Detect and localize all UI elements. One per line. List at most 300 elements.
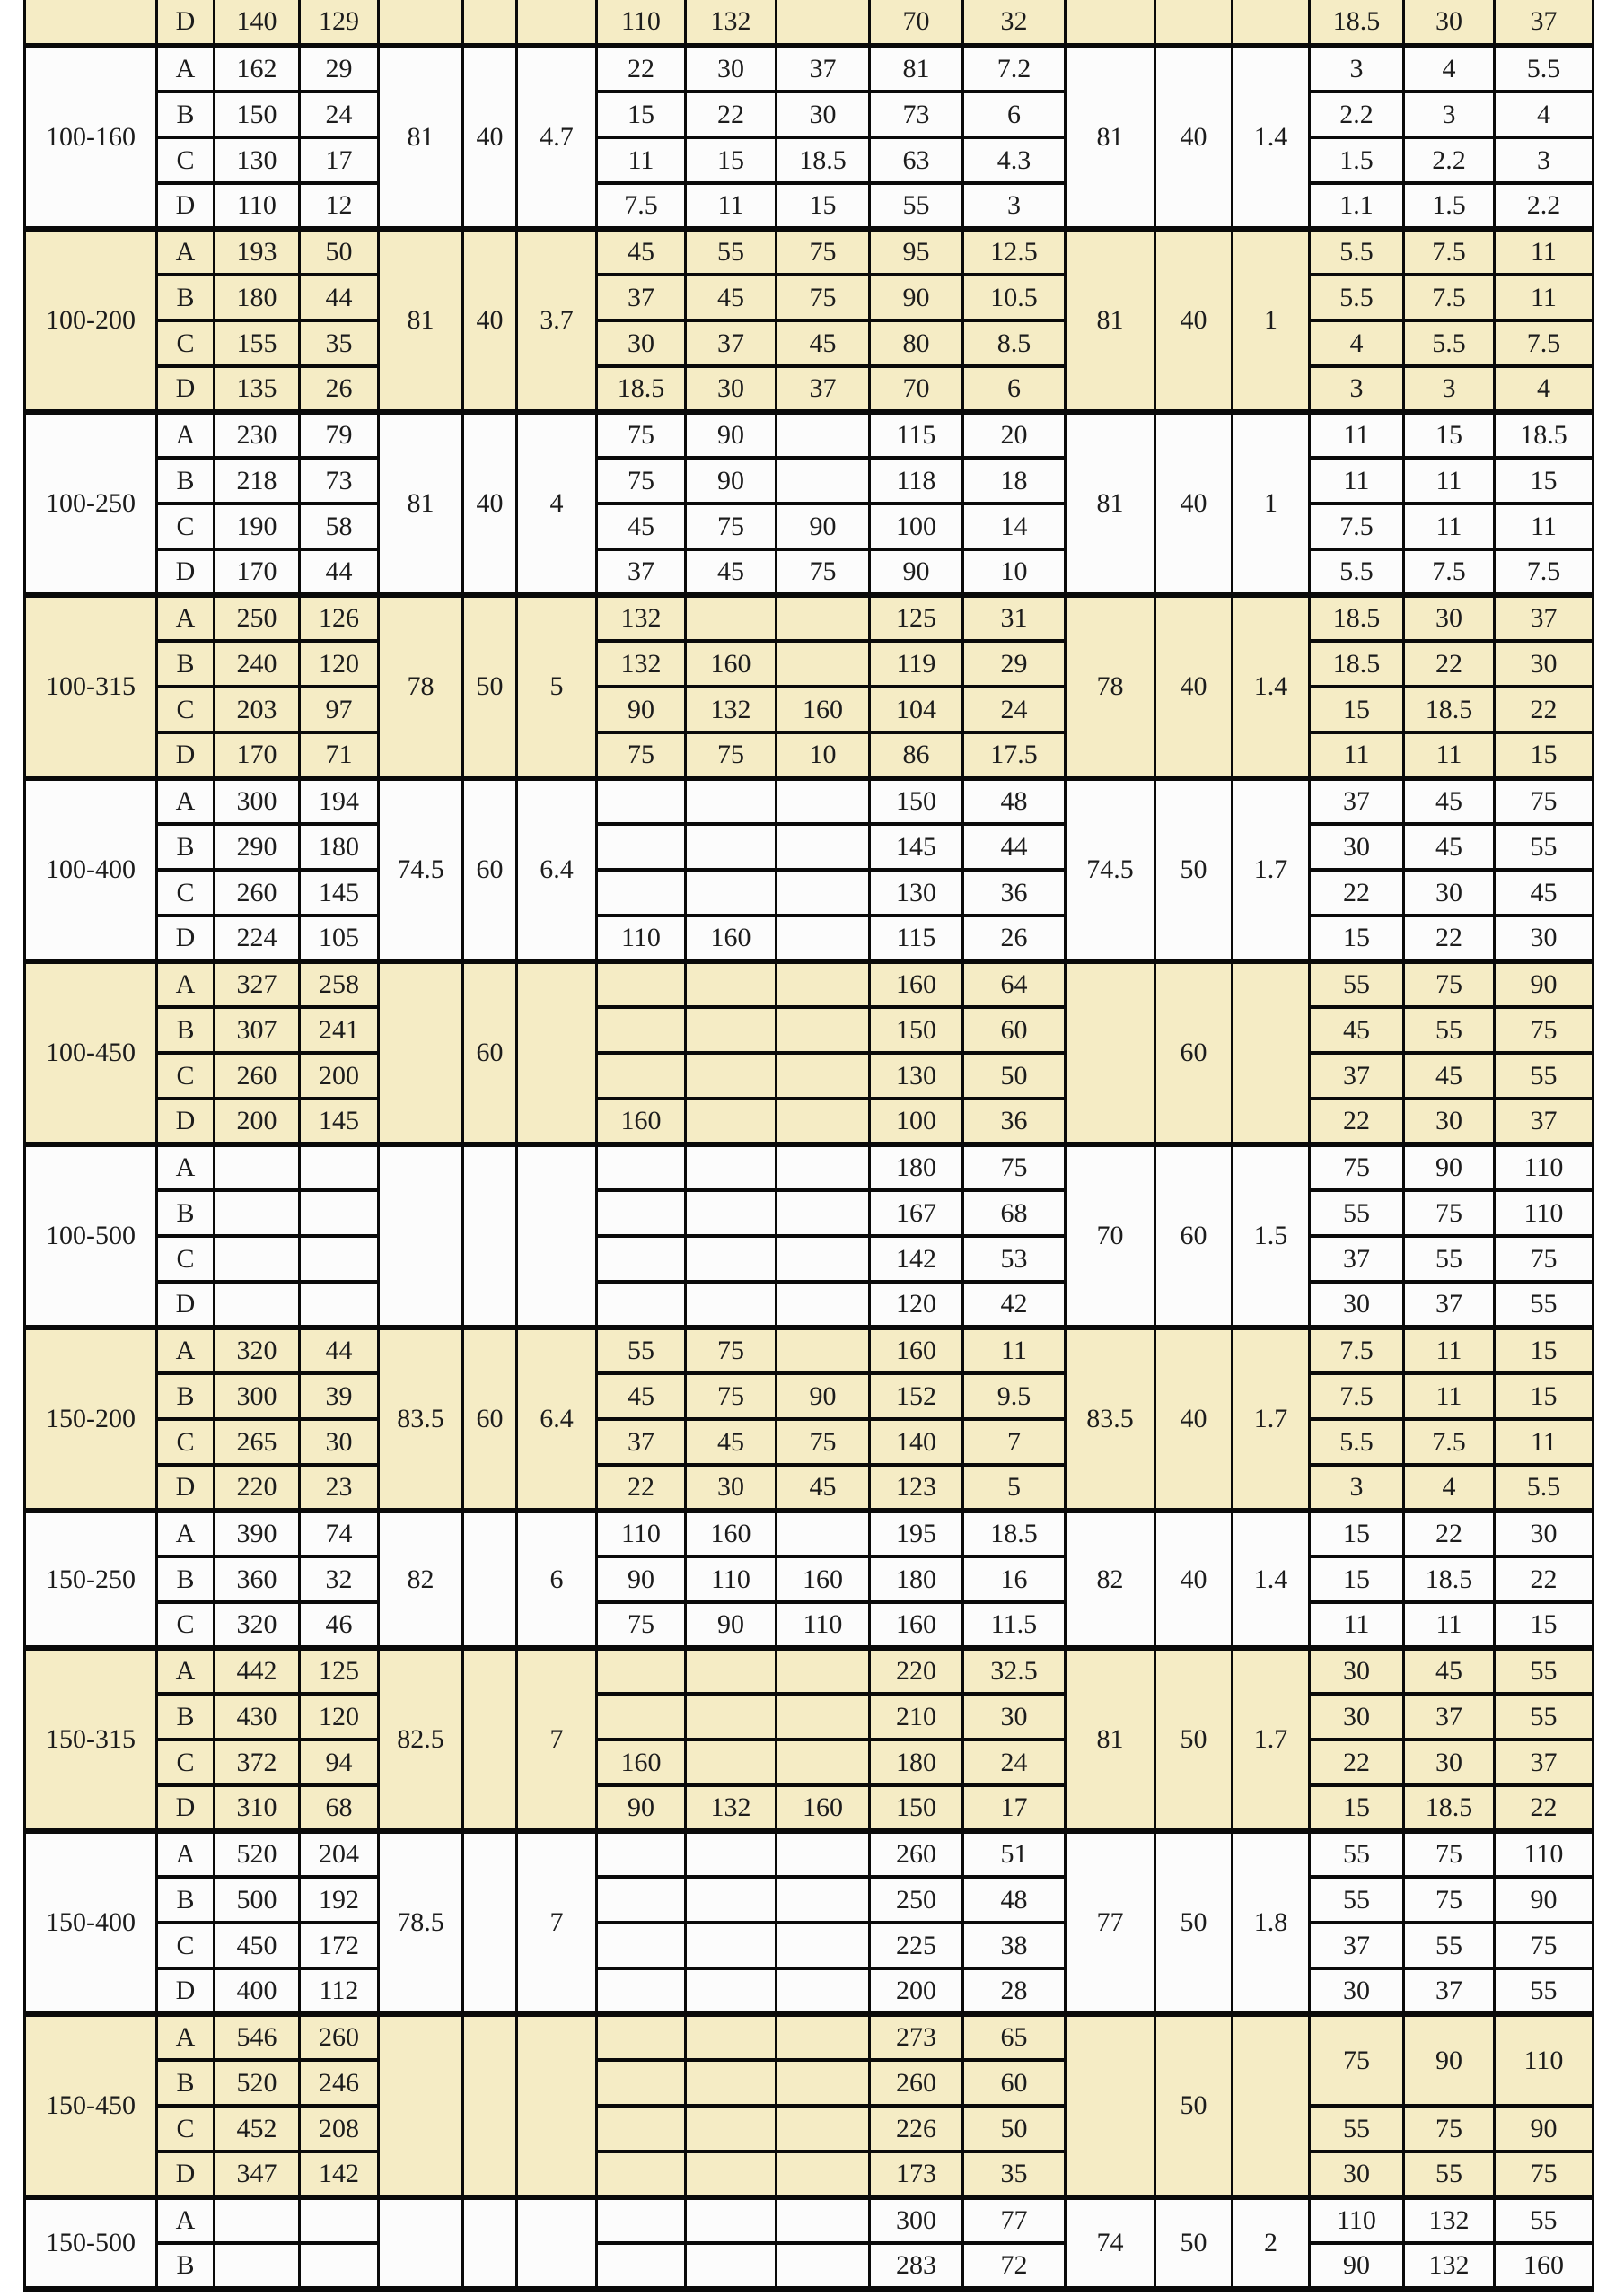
value-cell-c8: 22 xyxy=(597,46,686,92)
value-cell-c11: 145 xyxy=(870,824,963,870)
value-cell-c17: 1.5 xyxy=(1404,183,1495,229)
merged-cell-group1: 4 xyxy=(517,412,597,595)
merged-cell-group1 xyxy=(379,0,463,46)
value-cell-c11: 104 xyxy=(870,687,963,732)
variant-cell: A xyxy=(157,1511,215,1556)
value-cell-c17: 15 xyxy=(1404,412,1495,458)
value-cell-c3: 360 xyxy=(215,1556,300,1602)
table-row xyxy=(25,183,1593,229)
value-cell-c12: 24 xyxy=(963,1740,1066,1785)
value-cell-c3: 230 xyxy=(215,412,300,458)
value-cell-c9 xyxy=(686,1923,777,1968)
value-cell-c10: 45 xyxy=(777,1465,870,1511)
value-cell-c12: 35 xyxy=(963,2151,1066,2197)
value-cell-c10 xyxy=(777,1648,870,1694)
value-cell-c10: 10 xyxy=(777,732,870,778)
value-cell-c18: 110 xyxy=(1495,1190,1593,1236)
merged-cell-group1: 82.5 xyxy=(379,1648,463,1831)
value-cell-c17: 18.5 xyxy=(1404,687,1495,732)
table-row xyxy=(25,92,1593,137)
variant-cell: A xyxy=(157,2197,215,2243)
value-cell-c10: 30 xyxy=(777,92,870,137)
value-cell-c18: 37 xyxy=(1495,1099,1593,1144)
value-cell-c11: 81 xyxy=(870,46,963,92)
value-cell-c16: 55 xyxy=(1310,1877,1404,1923)
merged-cell-group1: 83.5 xyxy=(379,1328,463,1511)
value-cell-c17: 75 xyxy=(1404,1190,1495,1236)
value-cell-c10 xyxy=(777,2060,870,2106)
value-cell-c16: 11 xyxy=(1310,458,1404,504)
value-cell-c17: 18.5 xyxy=(1404,1556,1495,1602)
value-cell-c12: 65 xyxy=(963,2014,1066,2060)
value-cell-c3: 390 xyxy=(215,1511,300,1556)
value-cell-c4: 105 xyxy=(300,916,379,961)
merged-tail-cell: 75 xyxy=(1310,2014,1404,2106)
value-cell-c16: 5.5 xyxy=(1310,549,1404,595)
value-cell-c18: 18.5 xyxy=(1495,412,1593,458)
value-cell-c11: 225 xyxy=(870,1923,963,1968)
merged-cell-group2 xyxy=(1233,2014,1310,2197)
variant-cell: C xyxy=(157,1602,215,1648)
value-cell-c16: 15 xyxy=(1310,916,1404,961)
table-row xyxy=(25,275,1593,320)
value-cell-c9: 110 xyxy=(686,1556,777,1602)
value-cell-c18: 11 xyxy=(1495,1419,1593,1465)
value-cell-c10: 75 xyxy=(777,229,870,275)
value-cell-c17: 22 xyxy=(1404,916,1495,961)
value-cell-c8: 37 xyxy=(597,275,686,320)
value-cell-c4: 32 xyxy=(300,1556,379,1602)
value-cell-c8 xyxy=(597,870,686,916)
value-cell-c16: 30 xyxy=(1310,1968,1404,2014)
variant-cell: B xyxy=(157,1694,215,1740)
value-cell-c12: 20 xyxy=(963,412,1066,458)
value-cell-c12: 77 xyxy=(963,2197,1066,2243)
variant-cell: A xyxy=(157,412,215,458)
merged-cell-group1: 82 xyxy=(379,1511,463,1648)
variant-cell: A xyxy=(157,2014,215,2060)
merged-cell-group2: 1.8 xyxy=(1233,1831,1310,2014)
merged-cell-group1: 60 xyxy=(463,1328,517,1511)
merged-cell-group2 xyxy=(1066,961,1155,1144)
value-cell-c16: 55 xyxy=(1310,961,1404,1007)
value-cell-c16: 15 xyxy=(1310,687,1404,732)
value-cell-c17: 55 xyxy=(1404,1923,1495,1968)
value-cell-c8 xyxy=(597,2106,686,2151)
value-cell-c3 xyxy=(215,1144,300,1190)
value-cell-c18: 5.5 xyxy=(1495,1465,1593,1511)
value-cell-c11: 142 xyxy=(870,1236,963,1282)
variant-cell: A xyxy=(157,595,215,641)
variant-cell: A xyxy=(157,1648,215,1694)
value-cell-c12: 3 xyxy=(963,183,1066,229)
value-cell-c11: 120 xyxy=(870,1282,963,1328)
merged-cell-group1: 6.4 xyxy=(517,1328,597,1511)
value-cell-c3: 320 xyxy=(215,1602,300,1648)
model-cell: 150-315 xyxy=(25,1648,157,1831)
value-cell-c12: 10.5 xyxy=(963,275,1066,320)
value-cell-c4: 12 xyxy=(300,183,379,229)
value-cell-c3: 260 xyxy=(215,1053,300,1099)
value-cell-c11: 123 xyxy=(870,1465,963,1511)
merged-cell-group1: 6 xyxy=(517,1511,597,1648)
table-row xyxy=(25,504,1593,549)
value-cell-c16: 11 xyxy=(1310,412,1404,458)
value-cell-c16: 55 xyxy=(1310,2106,1404,2151)
value-cell-c9 xyxy=(686,1740,777,1785)
value-cell-c16: 3 xyxy=(1310,366,1404,412)
value-cell-c4: 30 xyxy=(300,1419,379,1465)
table-row xyxy=(25,1236,1593,1282)
value-cell-c16: 7.5 xyxy=(1310,1373,1404,1419)
value-cell-c12: 17.5 xyxy=(963,732,1066,778)
value-cell-c11: 300 xyxy=(870,2197,963,2243)
value-cell-c11: 180 xyxy=(870,1556,963,1602)
value-cell-c10: 110 xyxy=(777,1602,870,1648)
value-cell-c8: 75 xyxy=(597,1602,686,1648)
table-row xyxy=(25,2106,1593,2151)
value-cell-c12: 50 xyxy=(963,1053,1066,1099)
value-cell-c4: 145 xyxy=(300,1099,379,1144)
value-cell-c4 xyxy=(300,2243,379,2289)
value-cell-c11: 63 xyxy=(870,137,963,183)
value-cell-c11: 100 xyxy=(870,1099,963,1144)
variant-cell: B xyxy=(157,2060,215,2106)
value-cell-c9: 90 xyxy=(686,458,777,504)
value-cell-c8: 90 xyxy=(597,1785,686,1831)
model-cell: 100-160 xyxy=(25,46,157,229)
value-cell-c17: 37 xyxy=(1404,1694,1495,1740)
table-row xyxy=(25,2197,1593,2243)
value-cell-c17: 3 xyxy=(1404,92,1495,137)
table-row xyxy=(25,1785,1593,1831)
value-cell-c10 xyxy=(777,1923,870,1968)
value-cell-c9 xyxy=(686,1099,777,1144)
value-cell-c12: 11.5 xyxy=(963,1602,1066,1648)
value-cell-c4: 180 xyxy=(300,824,379,870)
value-cell-c18: 75 xyxy=(1495,778,1593,824)
value-cell-c8 xyxy=(597,2014,686,2060)
value-cell-c12: 30 xyxy=(963,1694,1066,1740)
value-cell-c18: 160 xyxy=(1495,2243,1593,2289)
variant-cell: B xyxy=(157,641,215,687)
value-cell-c16: 5.5 xyxy=(1310,1419,1404,1465)
merged-cell-group2: 81 xyxy=(1066,1648,1155,1831)
merged-cell-group2: 83.5 xyxy=(1066,1328,1155,1511)
merged-cell-group2 xyxy=(1155,0,1233,46)
value-cell-c11: 130 xyxy=(870,870,963,916)
value-cell-c16: 2.2 xyxy=(1310,92,1404,137)
merged-cell-group2 xyxy=(1233,0,1310,46)
table-row xyxy=(25,1373,1593,1419)
value-cell-c9: 132 xyxy=(686,1785,777,1831)
value-cell-c9: 160 xyxy=(686,1511,777,1556)
table-row xyxy=(25,870,1593,916)
value-cell-c4: 260 xyxy=(300,2014,379,2060)
value-cell-c8 xyxy=(597,1648,686,1694)
value-cell-c17: 4 xyxy=(1404,1465,1495,1511)
table-row xyxy=(25,1877,1593,1923)
value-cell-c12: 36 xyxy=(963,1099,1066,1144)
value-cell-c17: 7.5 xyxy=(1404,229,1495,275)
value-cell-c4: 145 xyxy=(300,870,379,916)
value-cell-c18: 75 xyxy=(1495,1236,1593,1282)
value-cell-c8: 75 xyxy=(597,412,686,458)
merged-cell-group2: 81 xyxy=(1066,46,1155,229)
table-row xyxy=(25,961,1593,1007)
merged-cell-group1: 5 xyxy=(517,595,597,778)
value-cell-c9: 160 xyxy=(686,916,777,961)
value-cell-c8: 30 xyxy=(597,320,686,366)
table-row xyxy=(25,1831,1593,1877)
value-cell-c18: 110 xyxy=(1495,1144,1593,1190)
value-cell-c4: 44 xyxy=(300,1328,379,1373)
merged-cell-group2: 1.4 xyxy=(1233,595,1310,778)
value-cell-c8 xyxy=(597,1053,686,1099)
merged-cell-group1 xyxy=(463,1831,517,2014)
value-cell-c17: 4 xyxy=(1404,46,1495,92)
value-cell-c3: 135 xyxy=(215,366,300,412)
value-cell-c11: 180 xyxy=(870,1144,963,1190)
table-row xyxy=(25,1511,1593,1556)
value-cell-c9: 22 xyxy=(686,92,777,137)
value-cell-c10 xyxy=(777,1740,870,1785)
value-cell-c8 xyxy=(597,2243,686,2289)
value-cell-c17: 7.5 xyxy=(1404,1419,1495,1465)
value-cell-c12: 75 xyxy=(963,1144,1066,1190)
merged-cell-group1: 40 xyxy=(463,229,517,412)
merged-cell-group1 xyxy=(517,961,597,1144)
variant-cell: D xyxy=(157,1968,215,2014)
value-cell-c9: 132 xyxy=(686,687,777,732)
value-cell-c11: 118 xyxy=(870,458,963,504)
value-cell-c18: 30 xyxy=(1495,916,1593,961)
merged-cell-group1: 78.5 xyxy=(379,1831,463,2014)
value-cell-c11: 260 xyxy=(870,2060,963,2106)
table-row xyxy=(25,229,1593,275)
merged-cell-group2: 82 xyxy=(1066,1511,1155,1648)
value-cell-c4: 204 xyxy=(300,1831,379,1877)
table-row xyxy=(25,137,1593,183)
value-cell-c17: 132 xyxy=(1404,2243,1495,2289)
merged-tail-cell: 110 xyxy=(1495,2014,1593,2106)
value-cell-c17: 3 xyxy=(1404,366,1495,412)
value-cell-c8: 90 xyxy=(597,1556,686,1602)
value-cell-c12: 32.5 xyxy=(963,1648,1066,1694)
value-cell-c9: 160 xyxy=(686,641,777,687)
value-cell-c4: 142 xyxy=(300,2151,379,2197)
merged-cell-group2: 78 xyxy=(1066,595,1155,778)
value-cell-c12: 31 xyxy=(963,595,1066,641)
value-cell-c9 xyxy=(686,1877,777,1923)
value-cell-c3: 320 xyxy=(215,1328,300,1373)
value-cell-c18: 55 xyxy=(1495,2197,1593,2243)
table-row xyxy=(25,549,1593,595)
variant-cell: B xyxy=(157,458,215,504)
value-cell-c9 xyxy=(686,824,777,870)
merged-cell-group1: 7 xyxy=(517,1831,597,2014)
value-cell-c4: 246 xyxy=(300,2060,379,2106)
value-cell-c10 xyxy=(777,2106,870,2151)
value-cell-c4: 125 xyxy=(300,1648,379,1694)
merged-cell-group1 xyxy=(517,2014,597,2197)
value-cell-c8: 11 xyxy=(597,137,686,183)
value-cell-c10 xyxy=(777,595,870,641)
value-cell-c9: 75 xyxy=(686,1373,777,1419)
value-cell-c4: 79 xyxy=(300,412,379,458)
value-cell-c4: 97 xyxy=(300,687,379,732)
value-cell-c10 xyxy=(777,0,870,46)
value-cell-c18: 15 xyxy=(1495,458,1593,504)
value-cell-c8: 45 xyxy=(597,504,686,549)
value-cell-c17: 75 xyxy=(1404,2106,1495,2151)
value-cell-c11: 90 xyxy=(870,275,963,320)
value-cell-c10 xyxy=(777,1007,870,1053)
merged-cell-group2: 50 xyxy=(1155,778,1233,961)
value-cell-c12: 53 xyxy=(963,1236,1066,1282)
table-row xyxy=(25,687,1593,732)
value-cell-c4: 73 xyxy=(300,458,379,504)
value-cell-c16: 110 xyxy=(1310,2197,1404,2243)
merged-cell-group2: 1.7 xyxy=(1233,1648,1310,1831)
value-cell-c12: 50 xyxy=(963,2106,1066,2151)
value-cell-c12: 36 xyxy=(963,870,1066,916)
value-cell-c3: 240 xyxy=(215,641,300,687)
model-cell: 150-200 xyxy=(25,1328,157,1511)
value-cell-c10 xyxy=(777,2151,870,2197)
value-cell-c18: 75 xyxy=(1495,2151,1593,2197)
value-cell-c10: 90 xyxy=(777,1373,870,1419)
value-cell-c3: 218 xyxy=(215,458,300,504)
table-row xyxy=(25,1053,1593,1099)
value-cell-c4: 192 xyxy=(300,1877,379,1923)
value-cell-c11: 160 xyxy=(870,961,963,1007)
value-cell-c17: 75 xyxy=(1404,1877,1495,1923)
table-row xyxy=(25,366,1593,412)
value-cell-c4: 26 xyxy=(300,366,379,412)
value-cell-c4: 129 xyxy=(300,0,379,46)
table-row xyxy=(25,2151,1593,2197)
value-cell-c17: 30 xyxy=(1404,870,1495,916)
value-cell-c8: 132 xyxy=(597,641,686,687)
value-cell-c3: 224 xyxy=(215,916,300,961)
value-cell-c17: 30 xyxy=(1404,0,1495,46)
variant-cell: D xyxy=(157,1465,215,1511)
merged-cell-group1 xyxy=(463,0,517,46)
value-cell-c8 xyxy=(597,1968,686,2014)
value-cell-c4: 24 xyxy=(300,92,379,137)
value-cell-c16: 37 xyxy=(1310,1053,1404,1099)
value-cell-c4: 172 xyxy=(300,1923,379,1968)
value-cell-c18: 37 xyxy=(1495,0,1593,46)
value-cell-c11: 150 xyxy=(870,1785,963,1831)
value-cell-c3: 520 xyxy=(215,2060,300,2106)
value-cell-c18: 15 xyxy=(1495,732,1593,778)
value-cell-c18: 55 xyxy=(1495,1648,1593,1694)
merged-cell-group2: 40 xyxy=(1155,46,1233,229)
merged-tail-cell: 90 xyxy=(1404,2014,1495,2106)
variant-cell: A xyxy=(157,778,215,824)
model-cell: 100-315 xyxy=(25,595,157,778)
model-cell: 150-500 xyxy=(25,2197,157,2289)
value-cell-c10 xyxy=(777,1099,870,1144)
value-cell-c11: 55 xyxy=(870,183,963,229)
merged-cell-group2: 50 xyxy=(1155,1831,1233,2014)
value-cell-c18: 11 xyxy=(1495,504,1593,549)
value-cell-c3 xyxy=(215,1282,300,1328)
value-cell-c9 xyxy=(686,1053,777,1099)
value-cell-c10 xyxy=(777,1831,870,1877)
value-cell-c18: 5.5 xyxy=(1495,46,1593,92)
variant-cell: D xyxy=(157,732,215,778)
value-cell-c4 xyxy=(300,1190,379,1236)
value-cell-c10 xyxy=(777,824,870,870)
table-row xyxy=(25,1007,1593,1053)
value-cell-c3: 430 xyxy=(215,1694,300,1740)
value-cell-c17: 7.5 xyxy=(1404,275,1495,320)
value-cell-c18: 4 xyxy=(1495,92,1593,137)
value-cell-c17: 2.2 xyxy=(1404,137,1495,183)
merged-cell-group2: 74 xyxy=(1066,2197,1155,2289)
merged-cell-group1 xyxy=(463,2014,517,2197)
value-cell-c10 xyxy=(777,778,870,824)
variant-cell: A xyxy=(157,46,215,92)
model-cell: 100-400 xyxy=(25,778,157,961)
table-row xyxy=(25,1602,1593,1648)
value-cell-c11: 140 xyxy=(870,1419,963,1465)
value-cell-c9: 37 xyxy=(686,320,777,366)
value-cell-c17: 90 xyxy=(1404,1144,1495,1190)
variant-cell: B xyxy=(157,1190,215,1236)
value-cell-c16: 30 xyxy=(1310,1282,1404,1328)
value-cell-c17: 5.5 xyxy=(1404,320,1495,366)
value-cell-c12: 11 xyxy=(963,1328,1066,1373)
value-cell-c4: 44 xyxy=(300,549,379,595)
value-cell-c11: 119 xyxy=(870,641,963,687)
value-cell-c18: 7.5 xyxy=(1495,320,1593,366)
value-cell-c11: 160 xyxy=(870,1602,963,1648)
value-cell-c11: 226 xyxy=(870,2106,963,2151)
value-cell-c3: 193 xyxy=(215,229,300,275)
model-cell: 150-250 xyxy=(25,1511,157,1648)
merged-cell-group1: 60 xyxy=(463,961,517,1144)
value-cell-c12: 6 xyxy=(963,92,1066,137)
table-row xyxy=(25,320,1593,366)
value-cell-c3: 250 xyxy=(215,595,300,641)
value-cell-c4: 120 xyxy=(300,1694,379,1740)
merged-cell-group2: 50 xyxy=(1155,2197,1233,2289)
table-row xyxy=(25,46,1593,92)
merged-cell-group2: 1.7 xyxy=(1233,778,1310,961)
value-cell-c9: 45 xyxy=(686,549,777,595)
model-cell: 100-200 xyxy=(25,229,157,412)
value-cell-c18: 15 xyxy=(1495,1373,1593,1419)
table-row xyxy=(25,1144,1593,1190)
variant-cell: D xyxy=(157,366,215,412)
variant-cell: C xyxy=(157,870,215,916)
model-cell: 150-450 xyxy=(25,2014,157,2197)
value-cell-c11: 210 xyxy=(870,1694,963,1740)
value-cell-c18: 11 xyxy=(1495,275,1593,320)
value-cell-c17: 45 xyxy=(1404,824,1495,870)
value-cell-c12: 18 xyxy=(963,458,1066,504)
value-cell-c4: 44 xyxy=(300,275,379,320)
value-cell-c11: 250 xyxy=(870,1877,963,1923)
value-cell-c11: 100 xyxy=(870,504,963,549)
value-cell-c4: 120 xyxy=(300,641,379,687)
value-cell-c10 xyxy=(777,1236,870,1282)
value-cell-c8 xyxy=(597,1144,686,1190)
